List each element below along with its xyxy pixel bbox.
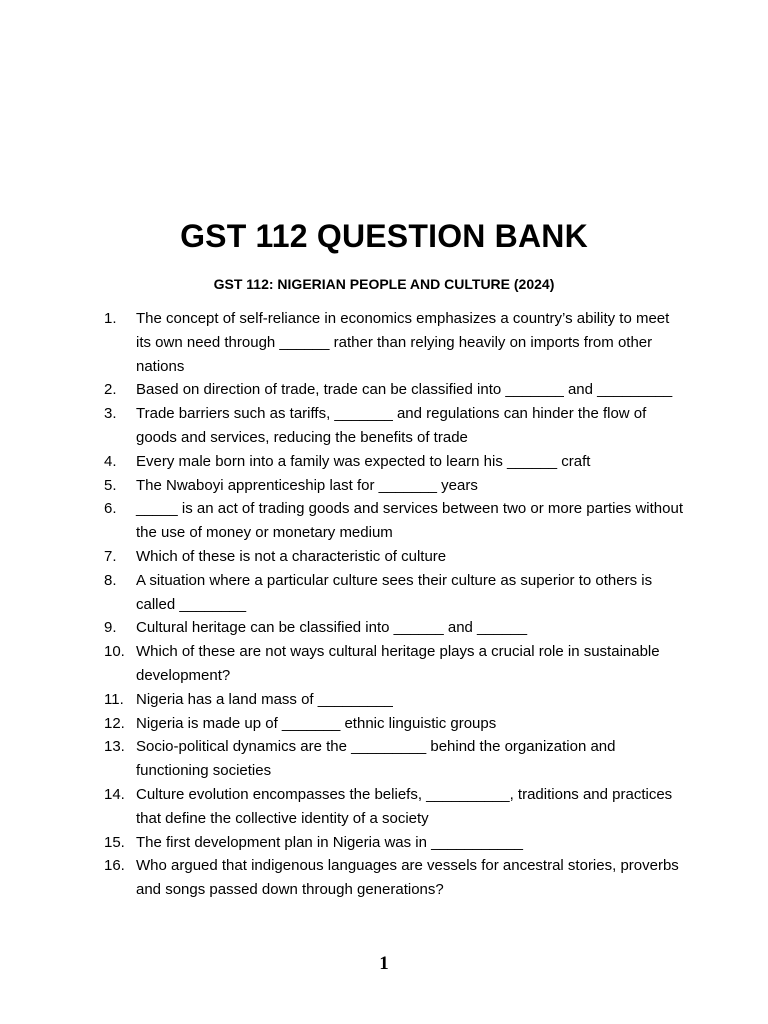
question-item: [104, 545, 684, 569]
question-item: [104, 616, 684, 640]
question-text: Which of these is not a characteristic of culture: [136, 547, 447, 565]
question-text: The Nwaboyi apprenticeship last for _______ years: [136, 476, 478, 494]
question-number: 12.: [104, 714, 125, 732]
question-number: 13.: [104, 738, 125, 756]
question-item: [104, 378, 684, 402]
question-number: 9.: [104, 619, 117, 637]
question-number: 4.: [104, 452, 117, 470]
question-text: Which of these are not ways cultural heritage plays a crucial role in sustainable development?: [136, 643, 660, 684]
question-number: 6.: [104, 500, 117, 518]
question-number: 14.: [104, 785, 125, 803]
document-subtitle: GST 112: NIGERIAN PEOPLE AND CULTURE (2024): [213, 276, 555, 292]
question-item: [104, 569, 684, 617]
question-text: Nigeria is made up of _______ ethnic linguistic groups: [136, 714, 497, 732]
question-text: _____ is an act of trading goods and services between two or more parties without the use of money or monetary medium: [136, 500, 683, 542]
question-number: 15.: [104, 833, 125, 851]
question-text: Every male born into a family was expected to learn his ______ craft: [136, 452, 591, 470]
question-number: 11.: [104, 690, 124, 708]
question-item: [104, 474, 684, 498]
question-text: Who argued that indigenous languages are vessels for ancestral stories, proverbs and songs passed down through generations?: [136, 857, 679, 899]
question-text: Cultural heritage can be classified into ______ and ______: [136, 619, 528, 637]
question-number: 16.: [104, 857, 125, 875]
question-text: Based on direction of trade, trade can be classified into _______ and _________: [136, 381, 673, 399]
question-item: [104, 450, 684, 474]
question-item: [104, 497, 684, 545]
question-number: 2.: [104, 381, 117, 399]
question-text: Culture evolution encompasses the beliefs, __________, traditions and practices that define the collective identity of a society: [136, 785, 673, 827]
question-item: [104, 854, 684, 902]
question-item: [104, 735, 684, 783]
question-item: [104, 712, 684, 736]
question-number: 5.: [104, 476, 117, 494]
question-number: 3.: [104, 405, 117, 423]
question-text: The first development plan in Nigeria was in ___________: [136, 833, 523, 851]
question-text: Nigeria has a land mass of _________: [136, 690, 393, 708]
question-text: The concept of self-reliance in economics emphasizes a country’s ability to meet its own need through ______ rather than relying heavily on imports from other nations: [136, 310, 670, 375]
page-number: 1: [379, 953, 389, 974]
question-number: 8.: [104, 571, 117, 589]
question-item: [104, 831, 684, 855]
document-title: GST 112 QUESTION BANK: [180, 218, 588, 254]
question-text: A situation where a particular culture sees their culture as superior to others is called ________: [136, 571, 653, 613]
question-number: 7.: [104, 547, 117, 565]
question-item: [104, 640, 684, 688]
question-list: [104, 307, 684, 902]
question-item: [104, 783, 684, 831]
question-item: [104, 688, 684, 712]
question-item: [104, 307, 684, 378]
question-text: Socio-political dynamics are the _________ behind the organization and functioning societies: [136, 738, 616, 780]
question-text: Trade barriers such as tariffs, _______ and regulations can hinder the flow of goods and services, reducing the benefits of trade: [136, 405, 647, 446]
question-number: 1.: [104, 310, 117, 327]
question-number: 10.: [104, 643, 125, 661]
question-item: [104, 402, 684, 450]
